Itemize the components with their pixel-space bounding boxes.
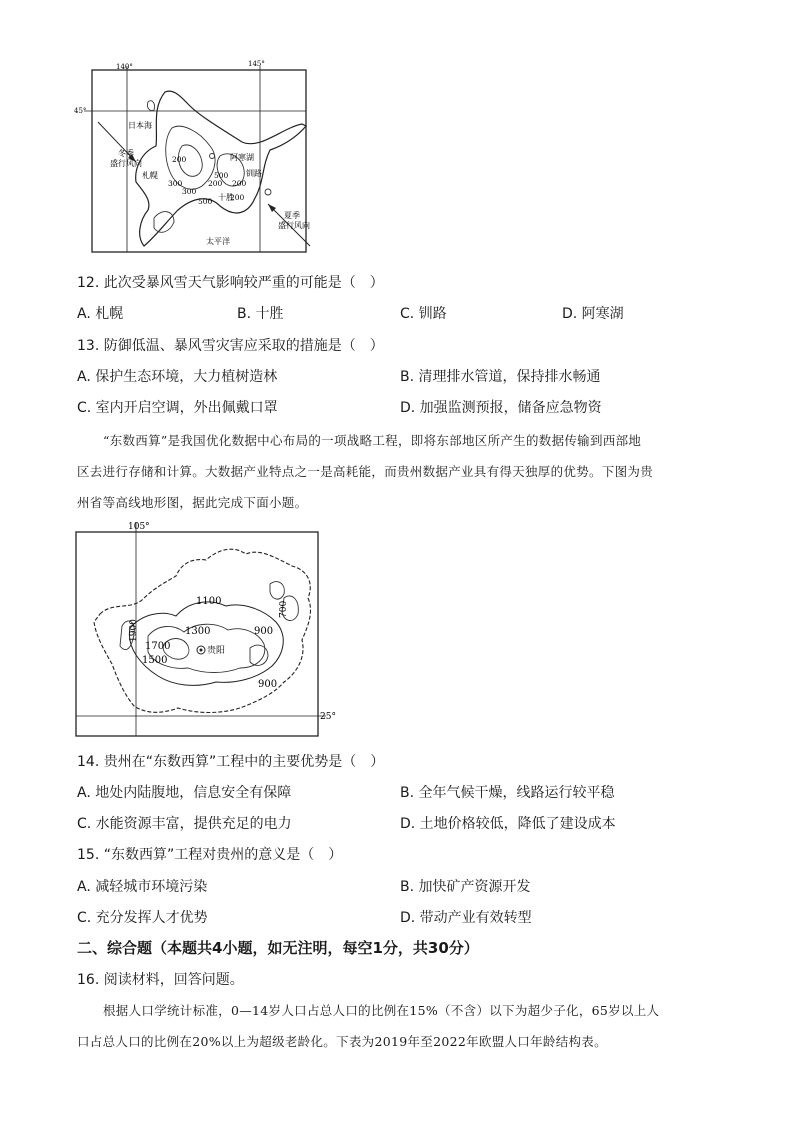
map2-contour-700: 700 — [279, 600, 289, 618]
q13-option-c[interactable]: C. 室内开启空调，外出佩戴口罩 — [77, 400, 278, 416]
map1-lon-145: 145° — [248, 60, 265, 68]
map2-contour-1700: 1700 — [145, 641, 171, 652]
question-12-stem: 12. 此次受暴风雪天气影响较严重的可能是（ ） — [77, 275, 384, 291]
map2-lon-105: 105° — [128, 522, 150, 532]
map1-lat-45: 45° — [74, 107, 87, 115]
map1-contour-label: 200 — [232, 179, 247, 188]
question-15-stem: 15. “东数西算”工程对贵州的意义是（ ） — [77, 847, 343, 863]
question-16-stem: 16. 阅读材料，回答问题。 — [77, 972, 244, 988]
q15-option-a[interactable]: A. 减轻城市环境污染 — [77, 879, 208, 895]
q14-option-b[interactable]: B. 全年气候干燥，线路运行较平稳 — [400, 785, 615, 801]
map2-lat-25: 25° — [320, 712, 336, 722]
map1-lake-akan: 阿寒湖 — [230, 153, 254, 162]
q12-option-b[interactable]: B. 十胜 — [237, 306, 284, 322]
map2-contour-900-a: 900 — [254, 626, 274, 637]
map1-contour-label: 500 — [214, 171, 229, 180]
map2-contour-1500: 1500 — [142, 655, 168, 666]
passage-1-line: 州省等高线地形图，据此完成下面小题。 — [77, 495, 308, 510]
map1-summer-wind-2: 盛行风向 — [278, 221, 310, 230]
hokkaido-map — [70, 58, 330, 258]
q13-option-d[interactable]: D. 加强监测预报，储备应急物资 — [400, 400, 602, 416]
map1-contour-label: 500 — [198, 197, 213, 206]
passage-2-line: 口占总人口的比例在20%以上为超级老龄化。下表为2019年至2022年欧盟人口年龄结构表。 — [77, 1034, 607, 1049]
q15-option-d[interactable]: D. 带动产业有效转型 — [400, 910, 532, 926]
q13-option-b[interactable]: B. 清理排水管道，保持排水畅通 — [400, 369, 601, 385]
map1-winter-wind-1: 冬季 — [118, 149, 134, 158]
q14-option-d[interactable]: D. 土地价格较低，降低了建设成本 — [400, 816, 616, 832]
passage-1-line: 区去进行存储和计算。大数据产业特点之一是高耗能，而贵州数据产业具有得天独厚的优势。下图为贵 — [77, 464, 654, 479]
passage-1-line: “东数西算”是我国优化数据中心布局的一项战略工程，即将东部地区所产生的数据传输到西部地 — [103, 433, 642, 448]
map2-city-guiyang: 贵阳 — [207, 646, 226, 656]
map1-pacific: 太平洋 — [206, 237, 230, 246]
map2-contour-1100: 1100 — [196, 596, 222, 607]
q12-option-c[interactable]: C. 钏路 — [400, 306, 447, 322]
map1-contour-label: 200 — [172, 155, 187, 164]
q12-option-d[interactable]: D. 阿寒湖 — [562, 306, 624, 322]
map2-contour-1300: 1300 — [185, 626, 211, 637]
question-13-stem: 13. 防御低温、暴风雪灾害应采取的措施是（ ） — [77, 338, 384, 354]
map1-sea-japan: 日本海 — [128, 121, 152, 130]
q14-option-c[interactable]: C. 水能资源丰富，提供充足的电力 — [77, 816, 292, 832]
q12-option-a[interactable]: A. 札幌 — [77, 306, 124, 322]
map1-contour-label: 300 — [168, 179, 183, 188]
passage-2-line: 根据人口学统计标准，0—14岁人口占总人口的比例在15%（不含）以下为超少子化，65岁以上人 — [103, 1003, 660, 1018]
map1-summer-wind-1: 夏季 — [284, 211, 300, 220]
q15-option-b[interactable]: B. 加快矿产资源开发 — [400, 879, 531, 895]
section-2-title: 二、综合题（本题共4小题，如无注明，每空1分，共30分） — [77, 939, 479, 957]
map2-contour-1900: 1900 — [129, 619, 139, 642]
map1-city-sapporo: 札幌 — [142, 171, 158, 180]
q15-option-c[interactable]: C. 充分发挥人才优势 — [77, 910, 208, 926]
map1-contour-label: 200 — [208, 179, 223, 188]
map1-contour-label: 200 — [230, 193, 245, 202]
map2-contour-900-b: 900 — [258, 679, 278, 690]
q14-option-a[interactable]: A. 地处内陆腹地，信息安全有保障 — [77, 785, 292, 801]
question-14-stem: 14. 贵州在“东数西算”工程中的主要优势是（ ） — [77, 754, 385, 770]
guizhou-contour-map — [70, 518, 350, 740]
map1-contour-label: 300 — [182, 187, 197, 196]
map1-city-tokachi: 十胜 — [218, 193, 234, 202]
map1-city-kushiro: 钏路 — [246, 169, 262, 178]
map1-winter-wind-2: 盛行风向 — [110, 159, 142, 168]
map1-lon-140: 140° — [116, 63, 133, 71]
q13-option-a[interactable]: A. 保护生态环境，大力植树造林 — [77, 369, 278, 385]
